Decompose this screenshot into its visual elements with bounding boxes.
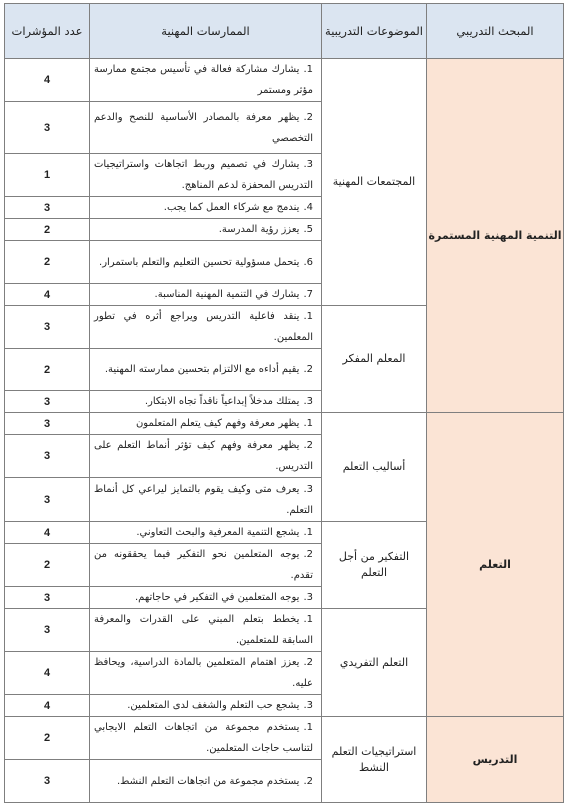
indicator-count: 2 (5, 544, 90, 587)
indicator-count: 2 (5, 717, 90, 760)
practice-text: ينقد فاعلية التدريس ويراجع أثره في تطور المعلمين. (94, 311, 313, 343)
topic-cell: المجتمعات المهنية (322, 59, 427, 306)
practice-text: يمتلك مدخلاً إبداعياً ناقداً تجاه الابتكار. (144, 396, 300, 407)
indicator-count: 4 (5, 59, 90, 102)
practice-number: 2. (303, 440, 313, 451)
practice-cell (90, 609, 322, 652)
table-row (5, 413, 564, 435)
practice-cell (90, 695, 322, 717)
indicator-count: 3 (5, 197, 90, 219)
training-matrix-table (4, 3, 564, 803)
practice-cell (90, 219, 322, 241)
practice-text: يوجه المتعلمين في التفكير في حاجاتهم. (135, 592, 300, 603)
practice-number: 1. (303, 722, 313, 733)
practice-text: يوجه المتعلمين نحو التفكير فيما يحققونه من تقدم. (94, 549, 313, 581)
practice-cell (90, 391, 322, 413)
practice-number: 2. (303, 657, 313, 668)
practice-text: يظهر معرفة وفهم كيف تؤثر أنماط التعلم على التدريس. (94, 440, 313, 472)
practice-number: 1. (303, 311, 313, 322)
header-count: عدد المؤشرات (5, 4, 90, 59)
practice-number: 3. (303, 483, 313, 495)
indicator-count: 4 (5, 652, 90, 695)
practice-cell (90, 652, 322, 695)
practice-cell (90, 241, 322, 284)
practice-number: 2. (303, 111, 313, 123)
practice-cell (90, 59, 322, 102)
practice-number: 3. (303, 396, 313, 407)
practice-cell (90, 349, 322, 391)
practice-number: 4. (303, 202, 313, 213)
practice-cell (90, 717, 322, 760)
practice-cell (90, 197, 322, 219)
practice-text: يخطط بتعلم المبني على القدرات والمعرفة السابقة للمتعلمين. (94, 614, 313, 646)
practice-text: يشجع التنمية المعرفية والبحث التعاوني. (136, 527, 300, 538)
practice-number: 1. (303, 527, 313, 538)
practice-cell (90, 154, 322, 197)
practice-text: يظهر معرفة بالمصادر الأساسية للنصح والدعم التخصصي (94, 111, 313, 144)
practice-cell (90, 413, 322, 435)
indicator-count: 4 (5, 695, 90, 717)
practice-number: 2. (303, 364, 313, 375)
practice-cell (90, 544, 322, 587)
indicator-count: 3 (5, 306, 90, 349)
practice-text: يندمج مع شركاء العمل كما يجب. (163, 202, 300, 213)
practice-text: يشارك مشاركة فعالة في تأسيس مجتمع ممارسة مؤثر ومستمر (94, 64, 313, 96)
header-practices: الممارسات المهنية (90, 4, 322, 59)
indicator-count: 3 (5, 478, 90, 522)
practice-number: 6. (303, 256, 313, 268)
practice-text: يستخدم مجموعة من اتجاهات التعلم الايجابي لتناسب حاجات المتعلمين. (94, 722, 313, 754)
practice-number: 2. (303, 775, 313, 787)
practice-text: يستخدم مجموعة من اتجاهات التعلم النشط. (117, 775, 300, 787)
header-topics: الموضوعات التدريبية (322, 4, 427, 59)
indicator-count: 3 (5, 587, 90, 609)
topic-cell: المعلم المفكر (322, 306, 427, 413)
practice-text: يشجع حب التعلم والشغف لدى المتعلمين. (127, 700, 300, 711)
practice-text: يشارك في التنمية المهنية المناسبة. (154, 289, 300, 300)
indicator-count: 3 (5, 435, 90, 478)
indicator-count: 4 (5, 522, 90, 544)
practice-text: يعزز رؤية المدرسة. (218, 224, 300, 235)
practice-text: يتحمل مسؤولية تحسين التعليم والتعلم باستمرار. (99, 256, 300, 268)
indicator-count: 2 (5, 241, 90, 284)
practice-text: يشارك في تصميم وربط اتجاهات واستراتيجيات التدريس المحفزة لدعم المناهج. (94, 159, 313, 191)
practice-cell (90, 102, 322, 154)
indicator-count: 2 (5, 349, 90, 391)
indicator-count: 3 (5, 391, 90, 413)
practice-number: 1. (303, 418, 313, 429)
practice-number: 3. (303, 592, 313, 603)
indicator-count: 4 (5, 284, 90, 306)
header-row (5, 4, 564, 59)
practice-cell (90, 478, 322, 522)
practice-number: 2. (303, 549, 313, 560)
practice-cell (90, 435, 322, 478)
practice-text: يقيم أداءه مع الالتزام بتحسين ممارسته المهنية. (104, 364, 300, 375)
indicator-count: 1 (5, 154, 90, 197)
practice-number: 1. (303, 614, 313, 625)
topic-cell: التفكير من أجل التعلم (322, 522, 427, 609)
topic-cell: استراتيجيات التعلم النشط (322, 717, 427, 803)
practice-number: 7. (303, 289, 313, 300)
table-row (5, 717, 564, 760)
practice-text: يظهر معرفة وفهم كيف يتعلم المتعلمون (135, 418, 300, 429)
indicator-count: 3 (5, 609, 90, 652)
header-domain: المبحث التدريبي (427, 4, 564, 59)
topic-cell: أساليب التعلم (322, 413, 427, 522)
practice-cell (90, 760, 322, 803)
practice-cell (90, 284, 322, 306)
table-row (5, 59, 564, 102)
topic-cell: التعلم التفريدي (322, 609, 427, 717)
practice-number: 1. (303, 64, 313, 75)
domain-cell: التعلم (427, 413, 564, 717)
indicator-count: 3 (5, 413, 90, 435)
practice-number: 5. (303, 224, 313, 235)
practice-text: يعزز اهتمام المتعلمين بالمادة الدراسية، ويحافظ عليه. (94, 657, 313, 689)
practice-cell (90, 587, 322, 609)
domain-cell: التدريس (427, 717, 564, 803)
indicator-count: 2 (5, 219, 90, 241)
domain-cell: التنمية المهنية المستمرة (427, 59, 564, 413)
practice-number: 3. (303, 159, 313, 170)
practice-cell (90, 306, 322, 349)
indicator-count: 3 (5, 760, 90, 803)
indicator-count: 3 (5, 102, 90, 154)
practice-text: يعرف متى وكيف يقوم بالتمايز ليراعي كل أنماط التعلم. (94, 483, 313, 516)
practice-number: 3. (303, 700, 313, 711)
practice-cell (90, 522, 322, 544)
